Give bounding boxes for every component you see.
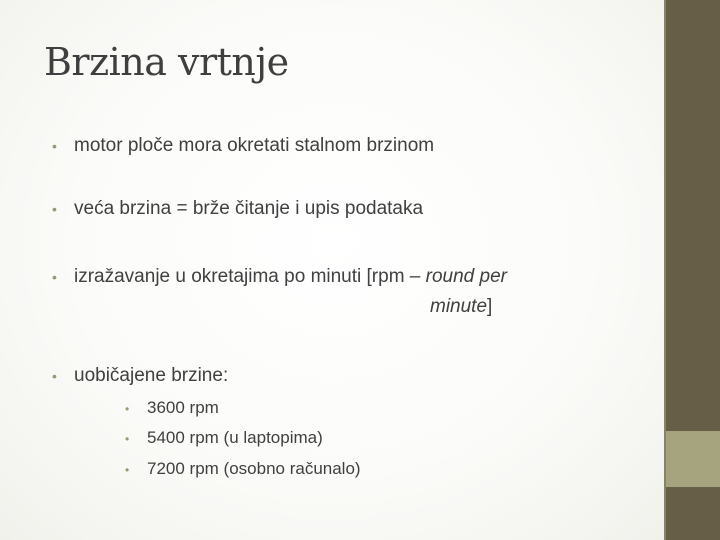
bullet-text: izražavanje u okretajima po minuti [rpm – bbox=[74, 266, 426, 287]
bullet-item bbox=[52, 194, 423, 224]
sub-bullet-icon: • bbox=[125, 432, 130, 446]
sub-bullet-item bbox=[125, 424, 323, 453]
bullet-item bbox=[52, 131, 434, 161]
bullet-icon: • bbox=[52, 269, 57, 285]
bullet-item bbox=[52, 361, 228, 391]
bullet-text: veća brzina = brže čitanje i upis podataka bbox=[74, 198, 424, 219]
bullet-italic-text: minute bbox=[430, 296, 488, 317]
bullet-text: motor ploče mora okretati stalnom brzinom bbox=[74, 135, 435, 156]
bullet-icon: • bbox=[52, 368, 57, 384]
bullet-icon: • bbox=[52, 138, 57, 154]
sub-bullet-item bbox=[125, 394, 219, 423]
sub-bullet-text: 7200 rpm (osobno računalo) bbox=[147, 459, 361, 478]
side-bar-accent bbox=[666, 431, 720, 487]
bullet-item-rpm bbox=[52, 262, 507, 292]
sub-bullet-item bbox=[125, 455, 361, 484]
bullet-italic-text: round per bbox=[425, 266, 507, 287]
bullet-icon: • bbox=[52, 201, 57, 217]
sub-bullet-text: 3600 rpm bbox=[147, 398, 219, 417]
slide-title: Brzina vrtnje bbox=[44, 40, 289, 84]
sub-bullet-icon: • bbox=[125, 463, 130, 477]
bullet-close-bracket: ] bbox=[487, 296, 493, 317]
sub-bullet-icon: • bbox=[125, 402, 130, 416]
sub-bullet-text: 5400 rpm (u laptopima) bbox=[147, 428, 323, 447]
bullet-text: uobičajene brzine: bbox=[74, 365, 229, 386]
bullet-continuation bbox=[430, 292, 492, 322]
